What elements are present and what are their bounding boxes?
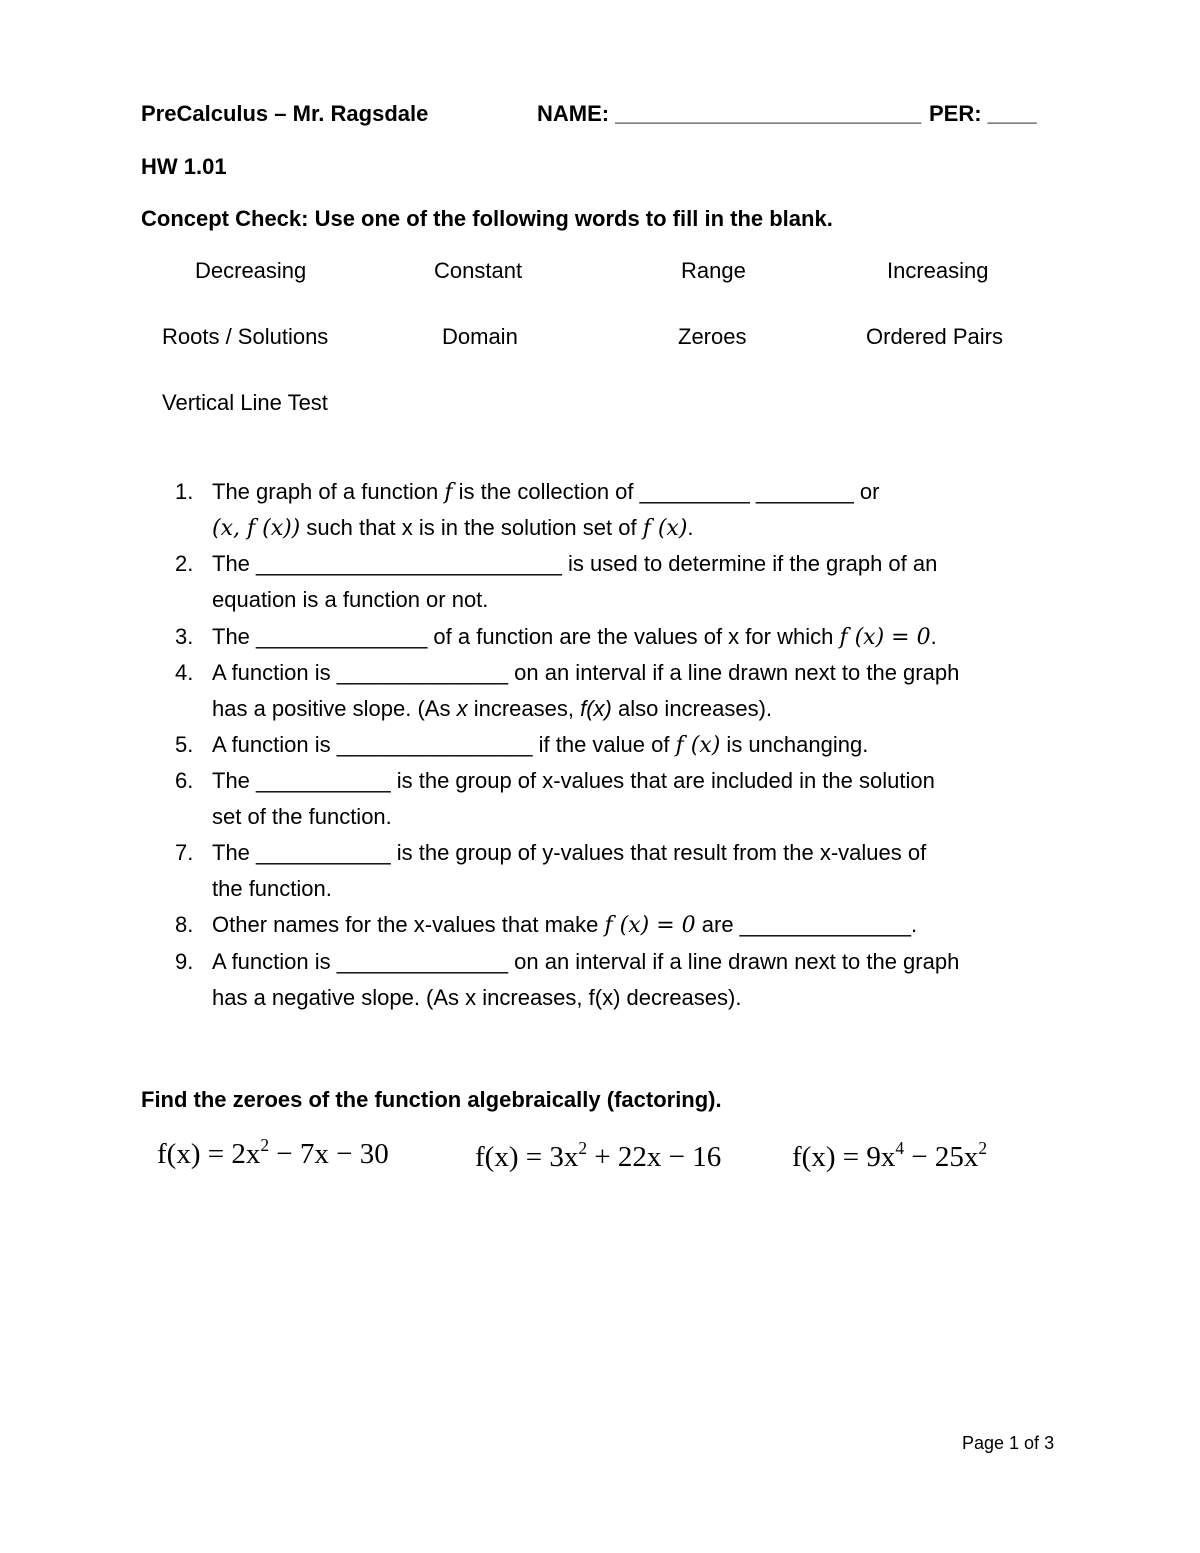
question-number: 7.: [175, 840, 194, 865]
question-text: Other names for the x-values that make f (x) = 0 are ______________.: [212, 912, 918, 938]
word-bank-item: Ordered Pairs: [866, 324, 1003, 349]
question-text-line2: the function.: [212, 876, 332, 901]
question-text: The ___________ is the group of y-values that result from the x-values of: [212, 840, 927, 865]
question-text: The _________________________ is used to determine if the graph of an: [212, 551, 938, 576]
question-number: 9.: [175, 949, 194, 974]
question-text-line2: equation is a function or not.: [212, 587, 489, 612]
period-field[interactable]: PER: ____: [929, 101, 1037, 126]
question-text: A function is ______________ on an interval if a line drawn next to the graph: [212, 949, 960, 974]
question-number: 1.: [175, 479, 194, 504]
word-bank-item: Range: [681, 258, 746, 283]
concept-check-prompt: Concept Check: Use one of the following words to fill in the blank.: [141, 206, 833, 231]
question-number: 8.: [175, 912, 194, 937]
word-bank-item: Decreasing: [195, 258, 307, 283]
word-bank-item: Constant: [434, 258, 523, 283]
question-text: The ______________ of a function are the values of x for which f (x) = 0.: [212, 624, 937, 650]
zeroes-section-title: Find the zeroes of the function algebraically (factoring).: [141, 1087, 722, 1112]
word-bank-item: Domain: [442, 324, 518, 349]
equation-3: $f(x) = 9x^4 - 25x^2$: [792, 1137, 988, 1173]
equation-1: $f(x) = 2x^2 - 7x - 30$: [157, 1134, 389, 1170]
question-text: The ___________ is the group of x-values that are included in the solution: [212, 768, 935, 793]
word-bank-item: Vertical Line Test: [162, 390, 328, 415]
question-text: The graph of a function f is the collection of _________ ________ or: [212, 479, 880, 505]
question-text-line2: has a positive slope. (As x increases, f(x) also increases).: [212, 696, 773, 721]
course-title: PreCalculus – Mr. Ragsdale: [141, 101, 429, 126]
question-number: 3.: [175, 624, 194, 649]
question-text-line2: has a negative slope. (As x increases, f(x) decreases).: [212, 985, 742, 1010]
page-number: Page 1 of 3: [962, 1433, 1055, 1453]
word-bank-item: Zeroes: [678, 324, 747, 349]
word-bank-item: Roots / Solutions: [162, 324, 329, 349]
name-field[interactable]: NAME: _________________________: [537, 101, 922, 126]
question-text: A function is ________________ if the value of f (x) is unchanging.: [212, 732, 869, 758]
word-bank-item: Increasing: [887, 258, 989, 283]
question-number: 2.: [175, 551, 194, 576]
question-number: 4.: [175, 660, 194, 685]
question-text-line2: set of the function.: [212, 804, 392, 829]
homework-number: HW 1.01: [141, 154, 227, 179]
question-number: 6.: [175, 768, 194, 793]
question-text-line2: (x, f (x)) such that x is in the solution set of f (x).: [212, 515, 694, 541]
equation-2: $f(x) = 3x^2 + 22x - 16$: [475, 1137, 722, 1173]
question-text: A function is ______________ on an interval if a line drawn next to the graph: [212, 660, 960, 685]
question-number: 5.: [175, 732, 194, 757]
